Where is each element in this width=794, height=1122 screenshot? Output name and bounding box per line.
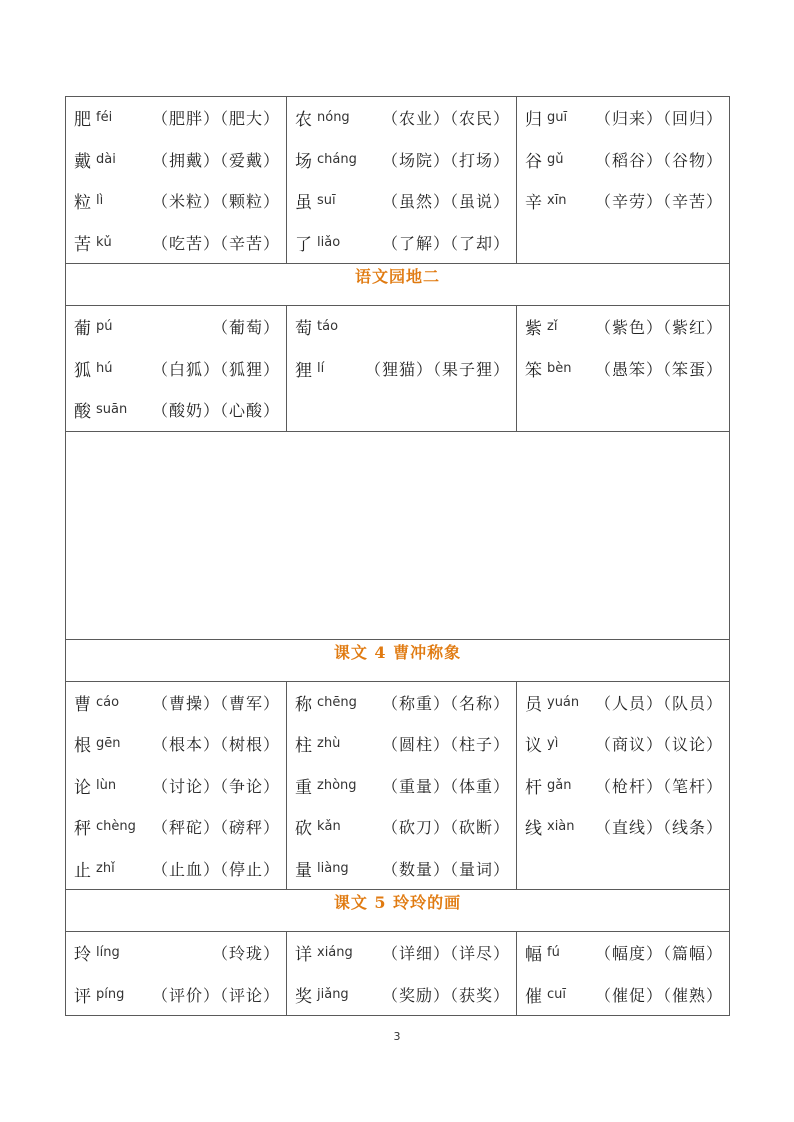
vocab-entry — [74, 765, 280, 807]
vocab-row — [66, 932, 730, 1016]
vocab-cell — [517, 97, 730, 264]
example-words: （酸奶）（心酸） — [151, 401, 280, 421]
vocab-entry — [525, 682, 723, 724]
vocab-row — [66, 306, 730, 432]
character: 辛 — [525, 193, 542, 214]
vocab-entry — [525, 97, 723, 139]
section-heading: 课文 4 曹冲称象 — [66, 639, 730, 681]
vocab-cell — [287, 681, 517, 890]
vocab-entry — [525, 180, 723, 222]
character: 谷 — [525, 151, 542, 172]
blank-row — [66, 431, 730, 639]
vocab-row — [66, 681, 730, 890]
example-words: （了解）（了却） — [381, 233, 510, 253]
vocab-entry — [295, 222, 510, 264]
pinyin: xīn — [547, 193, 567, 209]
example-words: （数量）（量词） — [381, 859, 510, 879]
pinyin: nóng — [317, 110, 350, 126]
character: 了 — [295, 234, 312, 255]
example-words: （商议）（议论） — [594, 735, 723, 755]
character: 紫 — [525, 319, 542, 340]
vocab-entry — [295, 932, 510, 974]
example-words: （根本）（树根） — [151, 735, 280, 755]
pinyin: chēng — [317, 694, 357, 710]
character: 葡 — [74, 319, 91, 340]
vocab-entry — [74, 348, 280, 390]
pinyin: gǎn — [547, 777, 572, 793]
pinyin: gǔ — [547, 151, 564, 167]
example-words: （白狐）（狐狸） — [151, 359, 280, 379]
example-words: （评价）（评论） — [151, 985, 280, 1005]
pinyin: gēn — [96, 736, 121, 752]
vocab-entry — [295, 806, 510, 848]
pinyin: cuī — [547, 986, 566, 1002]
vocab-entry — [74, 682, 280, 724]
vocab-entry — [74, 806, 280, 848]
vocab-entry — [74, 306, 280, 348]
example-words: （幅度）（篇幅） — [594, 944, 723, 964]
example-words: （愚笨）（笨蛋） — [594, 359, 723, 379]
example-words: （止血）（停止） — [151, 859, 280, 879]
character: 肥 — [74, 110, 91, 131]
vocabulary-table — [65, 96, 730, 1016]
example-words: （肥胖）（肥大） — [151, 109, 280, 129]
character: 杆 — [525, 777, 542, 798]
vocab-entry — [295, 682, 510, 724]
character: 根 — [74, 736, 91, 757]
pinyin: liǎo — [317, 234, 341, 250]
pinyin: píng — [96, 986, 125, 1002]
character: 止 — [74, 860, 91, 881]
character: 评 — [74, 986, 91, 1007]
example-words: （辛劳）（辛苦） — [594, 192, 723, 212]
section-heading-row — [66, 264, 730, 306]
vocab-cell — [66, 97, 287, 264]
pinyin: zhǐ — [96, 860, 115, 876]
vocab-row — [66, 97, 730, 264]
pinyin: dài — [96, 151, 116, 167]
pinyin: bèn — [547, 360, 572, 376]
section-heading: 语文园地二 — [66, 264, 730, 306]
vocab-entry — [295, 97, 510, 139]
pinyin: lì — [96, 193, 104, 209]
example-words: （吃苦）（辛苦） — [151, 233, 280, 253]
blank-cell — [66, 431, 730, 639]
pinyin: lí — [317, 360, 325, 376]
character: 催 — [525, 986, 542, 1007]
character: 酸 — [74, 402, 91, 423]
pinyin: pú — [96, 319, 113, 335]
vocab-entry — [295, 348, 510, 390]
character: 狐 — [74, 360, 91, 381]
vocab-entry — [525, 139, 723, 181]
character: 戴 — [74, 151, 91, 172]
vocab-entry — [74, 222, 280, 264]
example-words: （狸猫）（果子狸） — [364, 359, 510, 379]
pinyin: fú — [547, 945, 560, 961]
section-heading-row — [66, 890, 730, 932]
section-heading-row — [66, 639, 730, 681]
character: 议 — [525, 736, 542, 757]
section-heading: 课文 5 玲玲的画 — [66, 890, 730, 932]
pinyin: yì — [547, 736, 559, 752]
pinyin: zhòng — [317, 777, 357, 793]
vocab-entry — [525, 723, 723, 765]
character: 玲 — [74, 945, 91, 966]
character: 幅 — [525, 945, 542, 966]
vocab-cell — [287, 932, 517, 1016]
example-words: （详细）（详尽） — [381, 944, 510, 964]
character: 萄 — [295, 319, 312, 340]
vocab-entry — [295, 848, 510, 890]
page-number: 3 — [393, 1030, 401, 1043]
vocab-entry — [295, 765, 510, 807]
example-words: （催促）（催熟） — [594, 985, 723, 1005]
character: 场 — [295, 151, 312, 172]
character: 线 — [525, 819, 542, 840]
vocab-entry — [525, 932, 723, 974]
vocab-entry — [525, 974, 723, 1016]
pinyin: cháng — [317, 151, 357, 167]
example-words: （砍刀）（砍断） — [381, 818, 510, 838]
pinyin: xiàn — [547, 819, 575, 835]
vocab-entry — [74, 974, 280, 1016]
pinyin: líng — [96, 945, 120, 961]
example-words: （讨论）（争论） — [151, 776, 280, 796]
pinyin: chèng — [96, 819, 136, 835]
vocab-entry — [74, 723, 280, 765]
example-words: （曹操）（曹军） — [151, 693, 280, 713]
vocab-entry — [74, 848, 280, 890]
vocab-cell — [517, 932, 730, 1016]
example-words: （玲珑） — [211, 944, 280, 964]
pinyin: táo — [317, 319, 339, 335]
pinyin: lùn — [96, 777, 117, 793]
character: 狸 — [295, 360, 312, 381]
vocab-cell — [66, 306, 287, 432]
character: 农 — [295, 110, 312, 131]
character: 归 — [525, 110, 542, 131]
pinyin: suān — [96, 402, 128, 418]
example-words: （圆柱）（柱子） — [381, 735, 510, 755]
character: 笨 — [525, 360, 542, 381]
example-words: （葡萄） — [211, 318, 280, 338]
example-words: （拥戴）（爱戴） — [151, 150, 280, 170]
vocab-cell — [287, 97, 517, 264]
example-words: （人员）（队员） — [594, 693, 723, 713]
example-words: （稻谷）（谷物） — [594, 150, 723, 170]
example-words: （米粒）（颗粒） — [151, 192, 280, 212]
pinyin: yuán — [547, 694, 580, 710]
vocab-entry — [74, 932, 280, 974]
vocab-entry — [295, 723, 510, 765]
character: 柱 — [295, 736, 312, 757]
vocab-entry — [74, 97, 280, 139]
character: 论 — [74, 777, 91, 798]
vocab-cell — [287, 306, 517, 432]
character: 量 — [295, 860, 312, 881]
vocab-entry — [525, 306, 723, 348]
vocab-cell — [517, 681, 730, 890]
example-words: （称重）（名称） — [381, 693, 510, 713]
example-words: （重量）（体重） — [381, 776, 510, 796]
character: 砍 — [295, 819, 312, 840]
vocab-entry — [525, 765, 723, 807]
vocab-cell — [66, 681, 287, 890]
pinyin: kǔ — [96, 234, 112, 250]
pinyin: xiáng — [317, 945, 353, 961]
example-words: （归来）（回归） — [594, 109, 723, 129]
pinyin: guī — [547, 110, 568, 126]
vocab-entry — [74, 180, 280, 222]
character: 虽 — [295, 193, 312, 214]
pinyin: suī — [317, 193, 336, 209]
vocab-entry — [525, 806, 723, 848]
vocab-entry — [525, 348, 723, 390]
vocab-entry — [295, 180, 510, 222]
character: 粒 — [74, 193, 91, 214]
character: 秤 — [74, 819, 91, 840]
vocab-entry — [295, 974, 510, 1016]
vocab-entry — [74, 139, 280, 181]
pinyin: zǐ — [547, 319, 558, 335]
vocab-entry — [74, 389, 280, 431]
pinyin: zhù — [317, 736, 341, 752]
pinyin: kǎn — [317, 819, 341, 835]
pinyin: féi — [96, 110, 113, 126]
pinyin: jiǎng — [317, 986, 349, 1002]
example-words: （农业）（农民） — [381, 109, 510, 129]
character: 奖 — [295, 986, 312, 1007]
vocab-cell — [517, 306, 730, 432]
character: 曹 — [74, 694, 91, 715]
character: 苦 — [74, 234, 91, 255]
example-words: （枪杆）（笔杆） — [594, 776, 723, 796]
vocab-entry — [295, 306, 510, 348]
example-words: （直线）（线条） — [594, 818, 723, 838]
example-words: （紫色）（紫红） — [594, 318, 723, 338]
character: 重 — [295, 777, 312, 798]
vocab-cell — [66, 932, 287, 1016]
example-words: （虽然）（虽说） — [381, 192, 510, 212]
character: 称 — [295, 694, 312, 715]
vocab-entry — [295, 139, 510, 181]
example-words: （秤砣）（磅秤） — [151, 818, 280, 838]
pinyin: hú — [96, 360, 113, 376]
pinyin: cáo — [96, 694, 120, 710]
pinyin: liàng — [317, 860, 349, 876]
character: 员 — [525, 694, 542, 715]
character: 详 — [295, 945, 312, 966]
example-words: （奖励）（获奖） — [381, 985, 510, 1005]
example-words: （场院）（打场） — [381, 150, 510, 170]
